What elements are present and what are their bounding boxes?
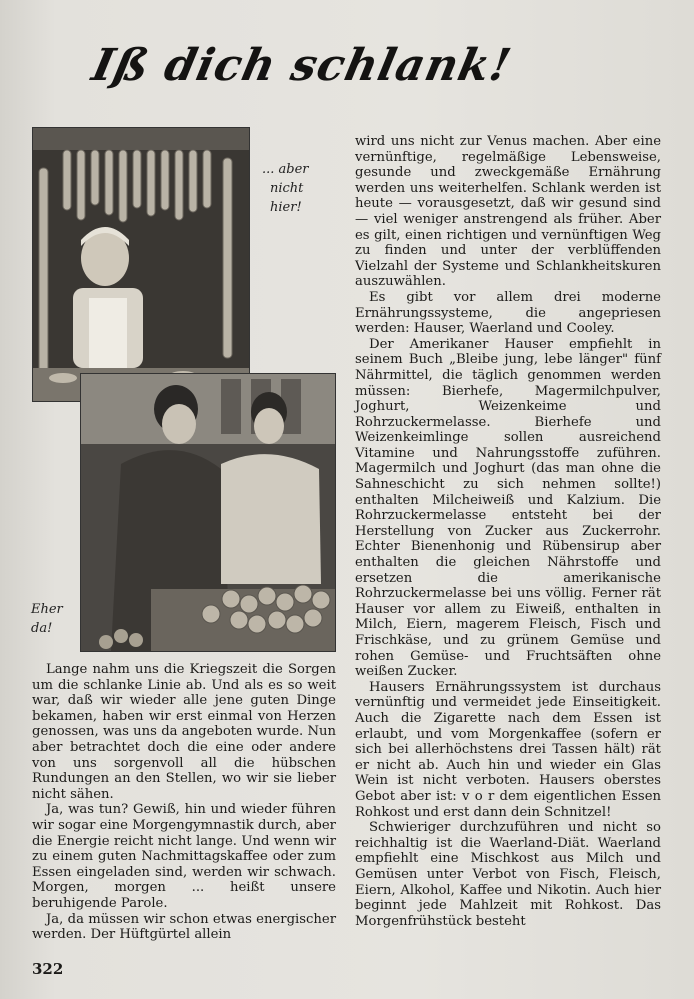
photo-fruit-market xyxy=(80,373,336,652)
caption-line: ... aber xyxy=(262,162,309,177)
caption-line: hier! xyxy=(270,200,302,215)
caption-top xyxy=(262,160,309,217)
caption-line: nicht xyxy=(270,181,304,196)
paragraph: Lange nahm uns die Kriegszeit die Sorgen um die schlanke Linie ab. Und als es so weit war, daß wir wieder alle jene guten Dinge bekamen, haben wir erst einmal von Herzen genossen, was uns da angeboten wurde. Nun aber betrachtet doch die eine oder andere von uns sorgenvoll all die hübschen Rundungen an den Stellen, wo wir sie lieber nicht sähen. xyxy=(32,662,336,802)
page-title: Iß dich schlank! xyxy=(87,40,516,91)
paragraph: Ja, was tun? Gewiß, hin und wieder führen wir sogar eine Morgengymnastik durch, aber die Energie reicht nicht lange. Und wenn wir zu einem guten Nachmittagskaffee oder zum Essen eingeladen sind, werden wir schwach. Morgen, morgen ... heißt unsere beruhigende Parole. xyxy=(32,802,336,911)
article-column-right xyxy=(355,134,661,929)
fruit-market-illustration xyxy=(81,374,335,651)
paragraph: Es gibt vor allem drei moderne Ernährungssysteme, die angepriesen werden: Hauser, Waerland und Cooley. xyxy=(355,289,661,337)
caption-line: Eher xyxy=(31,602,63,617)
caption-line: da! xyxy=(31,621,53,636)
paragraph: Schwieriger durchzuführen und nicht so reichhaltig ist die Waerland-Diät. Waerland empfiehlt eine Mischkost aus Milch und Gemüsen unter Verbot von Fisch, Fleisch, Eiern, Alkohol, Kaffee und Nikotin. Auch hier beginnt jede Mahlzeit mit Rohkost. Das Morgenfrühstück besteht xyxy=(355,820,661,929)
sausage-stall-illustration xyxy=(33,128,249,401)
photo-sausage-stall xyxy=(32,127,250,402)
paragraph: Der Amerikaner Hauser empfiehlt in seinem Buch „Bleibe jung, lebe länger" fünf Nährmittel, die täglich genommen werden müssen: Bierhefe, Magermilchpulver, Joghurt, Weizenkeime und Rohrzuckermelasse. Bierhefe und Weizenkeimlinge sollen ausreichend Vitamine und Nahrungsstoffe zuführen. Magermilch und Joghurt (das man ohne die Sahneschicht zu sich nehmen sollte!) enthalten Milcheiweiß und Kalzium. Die Rohrzuckermelasse entsteht bei der Herstellung von Zucker aus Zuckerrohr. Echter Bienenhonig und Rübensirup aber enthalten die gleichen Nährstoffe und ersetzen die amerikanische Rohrzuckermelasse bei uns völlig. Ferner rät Hauser vor allem zu Eiweiß, enthalten in Milch, Eiern, magerem Fleisch, Fisch und Frischkäse, und zu grünem Gemüse und rohen Gemüse- und Fruchtsäften ohne weißen Zucker. xyxy=(355,336,661,680)
caption-bottom xyxy=(31,600,63,638)
paragraph: Hausers Ernährungssystem ist durchaus vernünftig und vermeidet jede Einseitigkeit. Auch die Zigarette nach dem Essen ist erlaubt, und vom Morgenkaffee (sofern er sich bei allerhöchstens drei Tassen hält) rät er nicht ab. Auch hin und wieder ein Glas Wein ist nicht verboten. Hausers oberstes Gebot aber ist: v o r dem eigentlichen Essen Rohkost und erst dann dein Schnitzel! xyxy=(355,679,661,820)
paragraph: Ja, da müssen wir schon etwas energischer werden. Der Hüftgürtel allein xyxy=(32,911,336,943)
article-column-left xyxy=(32,662,336,943)
paragraph: wird uns nicht zur Venus machen. Aber eine vernünftige, regelmäßige Lebensweise, gesunde und zweckgemäße Ernährung werden uns weiterhelfen. Schlank werden ist heute — vorausgesetzt, daß wir gesund sind — viel weniger anstrengend als früher. Aber es gilt, einen richtigen und vernünftigen Weg zu finden und unter der verblüffenden Vielzahl der Systeme und Schlankheitskuren auszuwählen. xyxy=(355,134,661,290)
page-number: 322 xyxy=(32,960,64,978)
